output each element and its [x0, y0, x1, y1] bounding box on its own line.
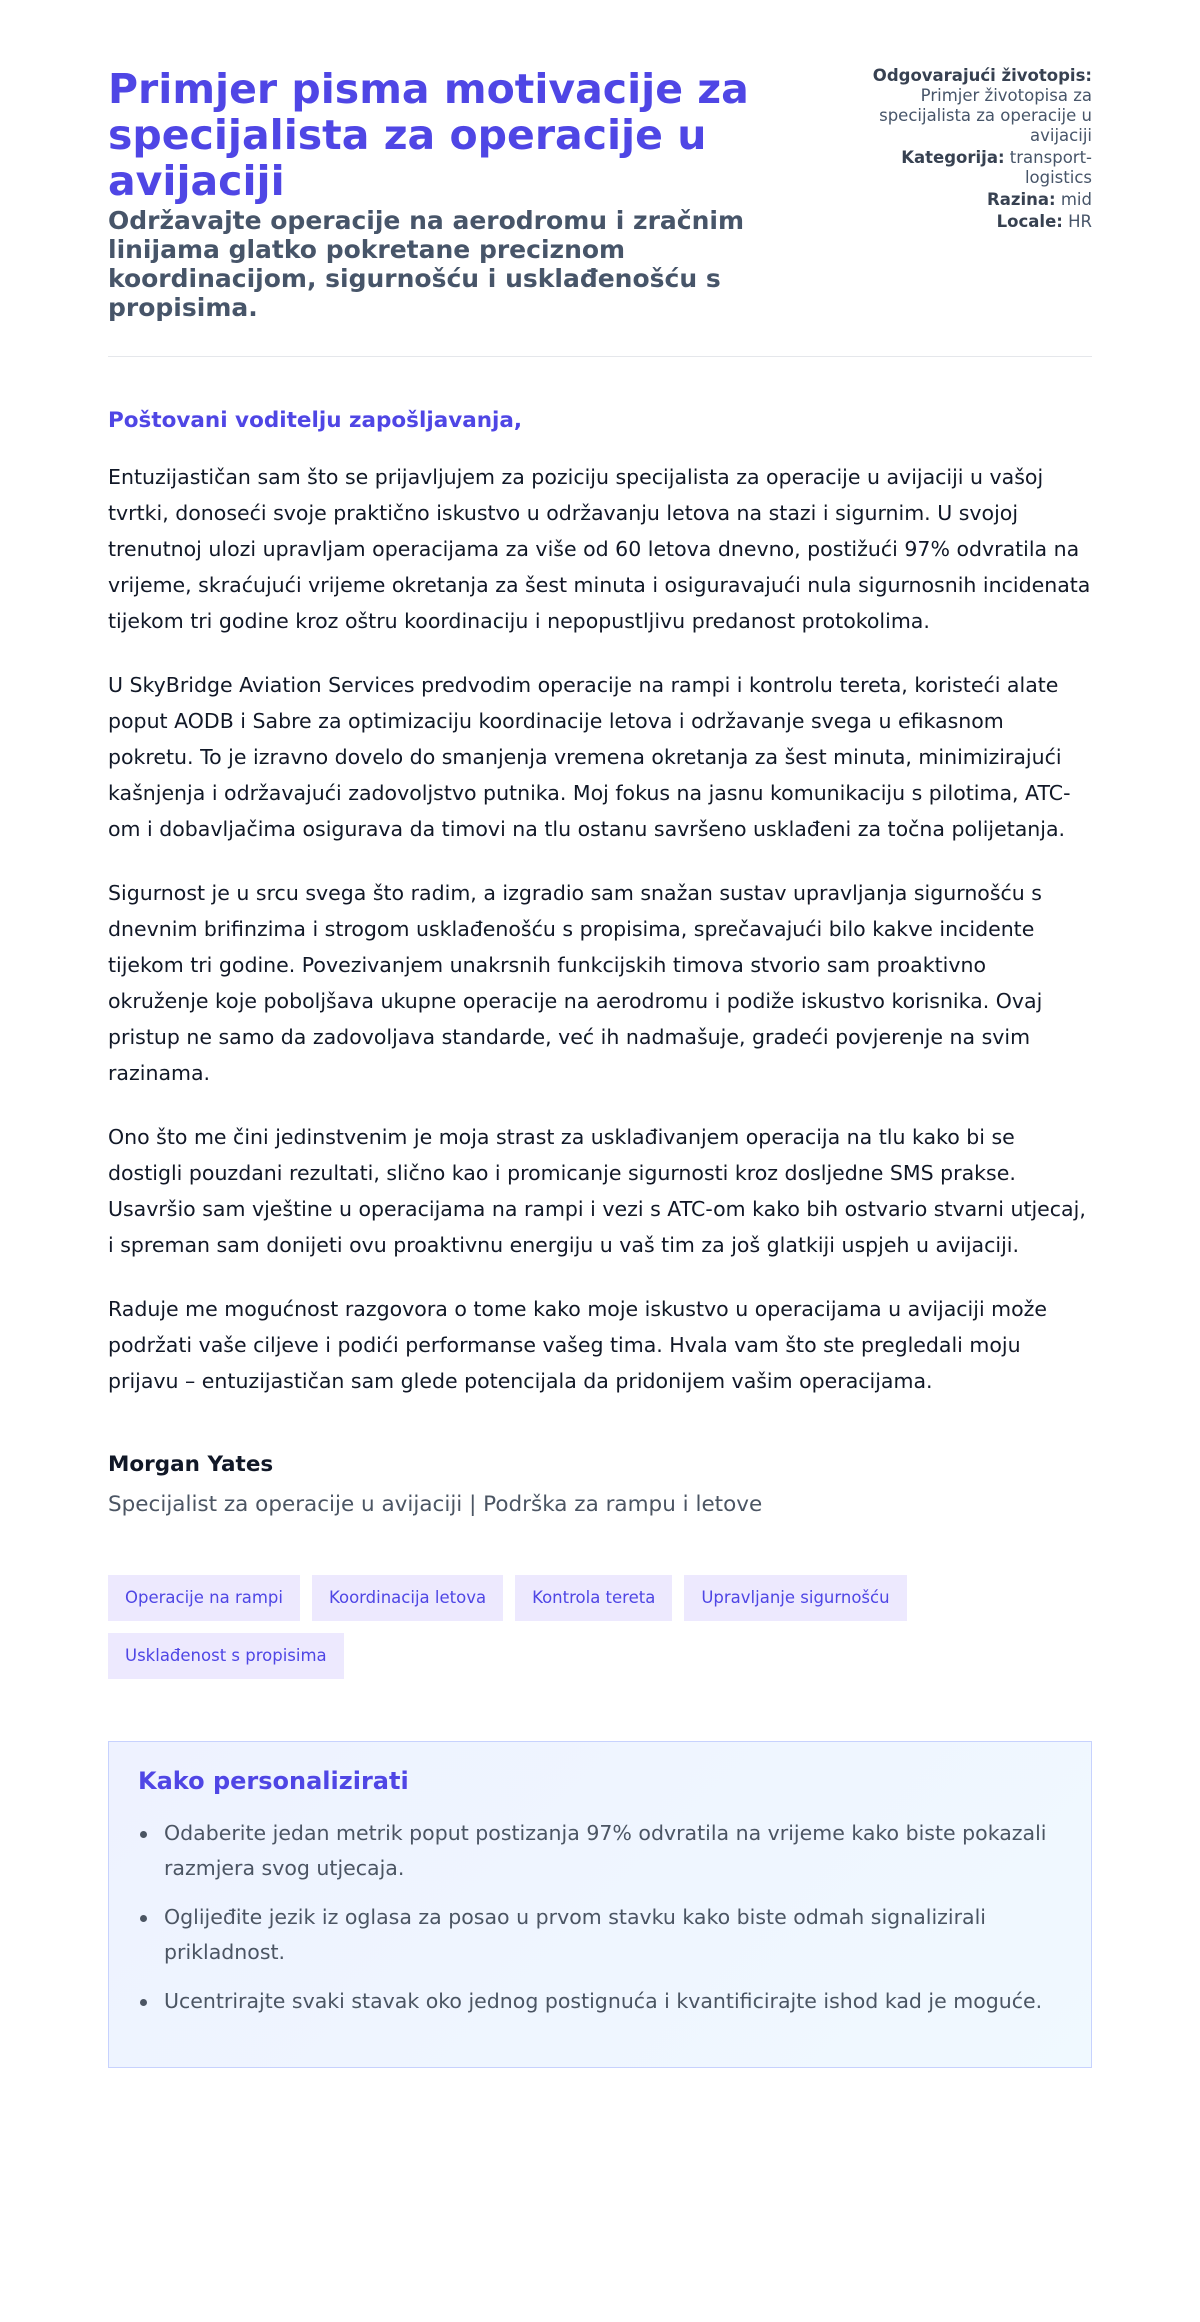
meta-resume — [842, 66, 1092, 146]
skill-tag: Kontrola tereta — [515, 1575, 672, 1621]
meta-level — [842, 190, 1092, 210]
letter-paragraph: Sigurnost je u srcu svega što radim, a izgradio sam snažan sustav upravljanja sigurnošću s dnevnim brifinzima i strogom usklađenošću s propisima, sprečavajući bilo kakve incidente tijekom tri godine. Povezivanjem unakrsnih funkcijskih timova stvorio sam proaktivno okruženje koje poboljšava ukupne operacije na aerodromu i podiže iskustvo korisnika. Ovaj pristup ne samo da zadovoljava standarde, već ih nadmašuje, gradeći povjerenje na svim razinama. — [108, 881, 1043, 1085]
personalization-tips-box — [108, 1741, 1092, 2068]
meta-category — [842, 148, 1092, 188]
letter-paragraph: Ono što me čini jedinstvenim je moja strast za usklađivanjem operacija na tlu kako bi se dostigli pouzdani rezultati, slično kao i promicanje sigurnosti kroz dosljedne SMS prakse. Usavršio sam vještine u operacijama na rampi i vezi s ATC-om kako bih ostvario stvarni utjecaj, i spreman sam donijeti ovu proaktivnu energiju u vaš tim za još glatkiji uspjeh u avijaciji. — [108, 1125, 1086, 1257]
skill-tag: Koordinacija letova — [312, 1575, 503, 1621]
tips-title: Kako personalizirati — [138, 1767, 409, 1795]
meta-resume-value: Primjer životopisa za specijalista za operacije u avijaciji — [879, 86, 1092, 145]
letter-body — [108, 459, 1092, 1399]
letter-paragraph: U SkyBridge Aviation Services predvodim operacije na rampi i kontrolu tereta, koristeći alate poput AODB i Sabre za optimizaciju koordinacije letova i održavanje svega u efikasnom pokretu. To je izravno dovelo do smanjenja vremena okretanja za šest minuta, minimizirajući kašnjenja i održavajući zadovoljstvo putnika. Moj fokus na jasnu komunikaciju s pilotima, ATC-om i dobavljačima osigurava da timovi na tlu ostanu savršeno usklađeni za točna polijetanja. — [108, 673, 1071, 841]
skill-tag: Upravljanje sigurnošću — [684, 1575, 906, 1621]
skill-tags — [108, 1575, 1098, 1679]
page-subtitle: Održavajte operacije na aerodromu i zračnim linijama glatko pokretane preciznom koordinacijom, sigurnošću i usklađenošću s propisima. — [108, 206, 744, 322]
meta-locale — [842, 212, 1092, 232]
signature-role: Specijalist za operacije u avijaciji | Podrška za rampu i letove — [108, 1492, 763, 1517]
meta-locale-label: Locale: — [996, 212, 1063, 231]
skill-tag: Operacije na rampi — [108, 1575, 300, 1621]
meta-category-label: Kategorija: — [901, 148, 1005, 167]
meta-panel — [842, 66, 1092, 234]
meta-locale-value: HR — [1068, 212, 1092, 231]
tips-list — [138, 1816, 1062, 2019]
tip-item: Oglijeđite jezik iz oglasa za posao u prvom stavku kako biste odmah signalizirali prikladnost. — [138, 1900, 1062, 1970]
page-header — [108, 66, 1092, 322]
letter-paragraph: Raduje me mogućnost razgovora o tome kako moje iskustvo u operacijama u avijaciji može podržati vaše ciljeve i podići performanse vašeg tima. Hvala vam što ste pregledali moju prijavu – entuzijastičan sam glede potencijala da pridonijem vašim operacijama. — [108, 1297, 1048, 1393]
tip-item: Odaberite jedan metrik poput postizanja 97% odvratila na vrijeme kako biste pokazali razmjera svog utjecaja. — [138, 1816, 1062, 1886]
meta-level-value: mid — [1060, 190, 1092, 209]
letter-paragraph: Entuzijastičan sam što se prijavljujem za poziciju specijalista za operacije u avijaciji u vašoj tvrtki, donoseći svoje praktično iskustvo u održavanju letova na stazi i sigurnim. U svojoj trenutnoj ulozi upravljam operacijama za više od 60 letova dnevno, postižući 97% odvratila na vrijeme, skraćujući vrijeme okretanja za šest minuta i osiguravajući nula sigurnosnih incidenata tijekom tri godine kroz oštru koordinaciju i nepopustljivu predanost protokolima. — [108, 465, 1091, 633]
meta-level-label: Razina: — [987, 190, 1056, 209]
meta-resume-label: Odgovarajući životopis: — [872, 66, 1092, 85]
page-title: Primjer pisma motivacije za specijalista za operacije u avijaciji — [108, 65, 749, 205]
header-titles — [108, 66, 798, 322]
tip-item: Ucentrirajte svaki stavak oko jednog postignuća i kvantificirajte ishod kad je moguće. — [138, 1984, 1062, 2019]
letter-greeting: Poštovani voditelju zapošljavanja, — [108, 408, 523, 433]
header-divider — [108, 356, 1092, 357]
meta-category-value: transport-logistics — [1009, 148, 1092, 187]
signature-name: Morgan Yates — [108, 1452, 274, 1477]
skill-tag: Usklađenost s propisima — [108, 1633, 344, 1679]
